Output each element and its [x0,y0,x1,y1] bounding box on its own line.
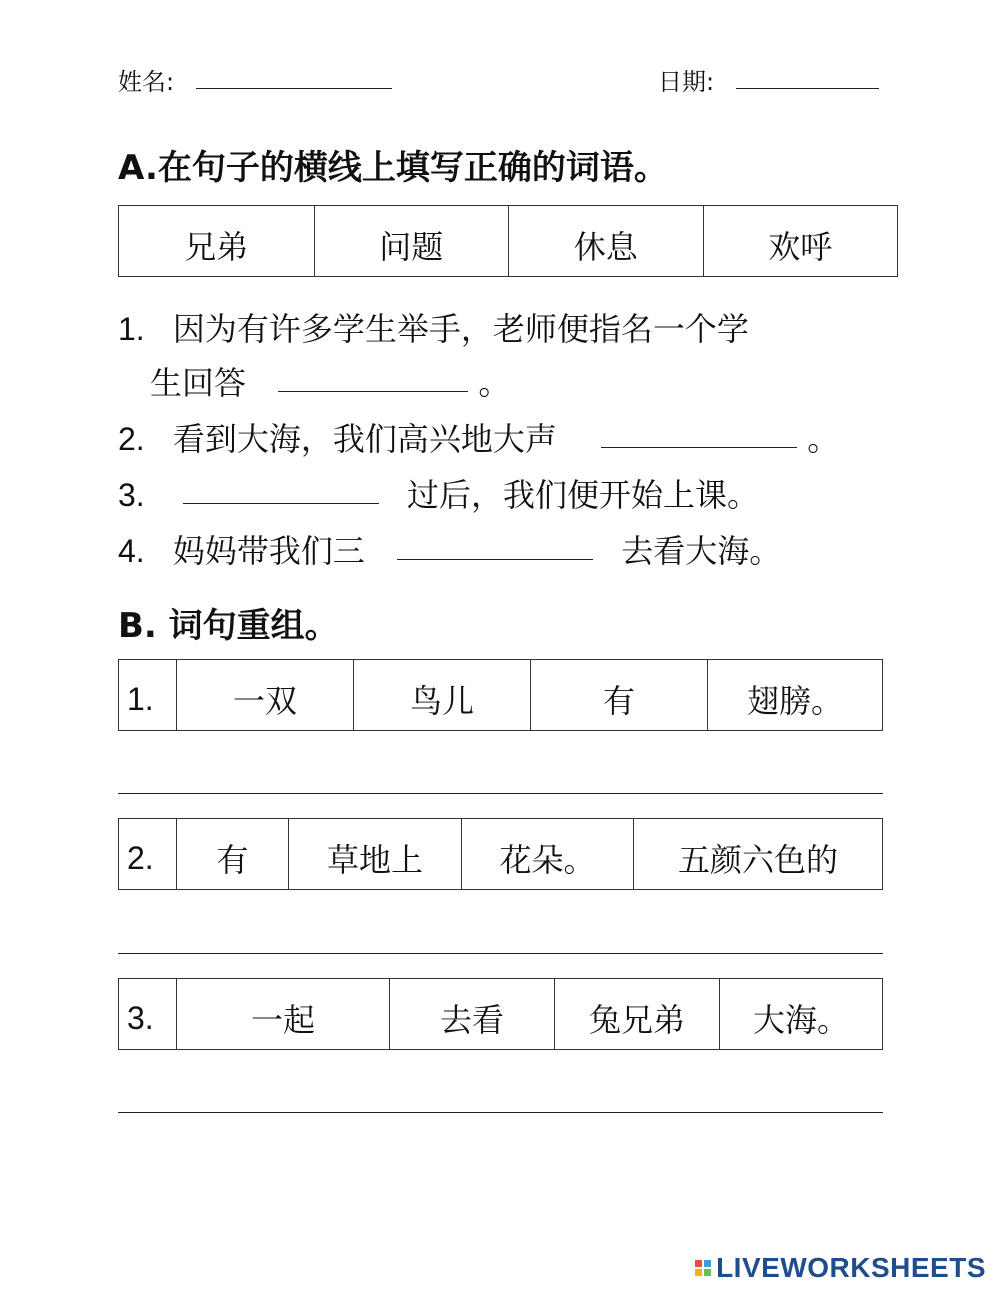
question-text: 因为有许多学生举手，老师便指名一个学 [172,310,749,348]
reorder-row-2 [118,818,883,890]
section-b-title: B. 词句重组。 [118,606,339,646]
logo-square [704,1269,711,1276]
logo-square [704,1260,711,1267]
word-card[interactable]: 去看 [389,979,554,1049]
question-number: 2. [118,421,145,457]
word-card[interactable]: 五颜六色的 [633,819,882,889]
logo-square [695,1269,702,1276]
question-3 [118,470,759,516]
word-bank-item: 休息 [508,206,703,276]
reorder-row-3 [118,978,883,1050]
word-card[interactable]: 花朵。 [461,819,633,889]
logo-icon [695,1260,711,1276]
logo-square [695,1260,702,1267]
liveworksheets-logo [695,1252,986,1284]
word-card[interactable]: 草地上 [288,819,461,889]
word-bank-item: 兄弟 [184,228,249,266]
row-number: 1. [127,680,154,717]
word-card[interactable]: 翅膀。 [707,660,882,730]
word-card[interactable]: 有 [530,660,707,730]
section-a-title: A.在句子的横线上填写正确的词语。 [118,148,668,188]
word-card[interactable]: 一双 [176,660,353,730]
word-card[interactable]: 有 [176,819,288,889]
question-number: 1. [118,311,145,347]
question-2 [118,414,839,460]
answer-blank-1[interactable] [278,391,468,392]
reorder-row-1 [118,659,883,731]
answer-blank-2[interactable] [601,447,797,448]
date-label: 日期: [658,68,715,96]
name-field[interactable] [196,88,392,89]
question-4 [118,526,781,572]
question-text: 。 [478,364,511,402]
word-card[interactable]: 兔兄弟 [554,979,719,1049]
question-text: 生回答 [150,364,247,402]
row-number: 3. [127,999,154,1036]
brand-name: LIVEWORKSHEETS [716,1252,986,1283]
question-1 [118,304,749,350]
answer-blank-3[interactable] [183,503,379,504]
word-card[interactable]: 鸟儿 [353,660,530,730]
question-number: 4. [118,533,145,569]
question-text: 过后，我们便开始上课。 [407,476,760,514]
word-card[interactable]: 大海。 [719,979,882,1049]
name-label: 姓名: [118,68,175,96]
word-bank [118,205,898,277]
question-text: 去看大海。 [621,532,782,570]
answer-blank-4[interactable] [397,559,593,560]
word-bank-item: 问题 [314,206,509,276]
answer-line-1[interactable] [118,793,883,794]
answer-line-3[interactable] [118,1112,883,1113]
row-number: 2. [127,839,154,876]
question-text: 。 [807,420,840,458]
word-card[interactable]: 一起 [176,979,389,1049]
question-text: 看到大海，我们高兴地大声 [172,420,557,458]
question-text: 妈妈带我们三 [172,532,365,570]
question-1-line-2 [150,358,510,404]
date-field[interactable] [736,88,879,89]
answer-line-2[interactable] [118,953,883,954]
question-number: 3. [118,477,145,513]
word-bank-item: 欢呼 [703,206,898,276]
